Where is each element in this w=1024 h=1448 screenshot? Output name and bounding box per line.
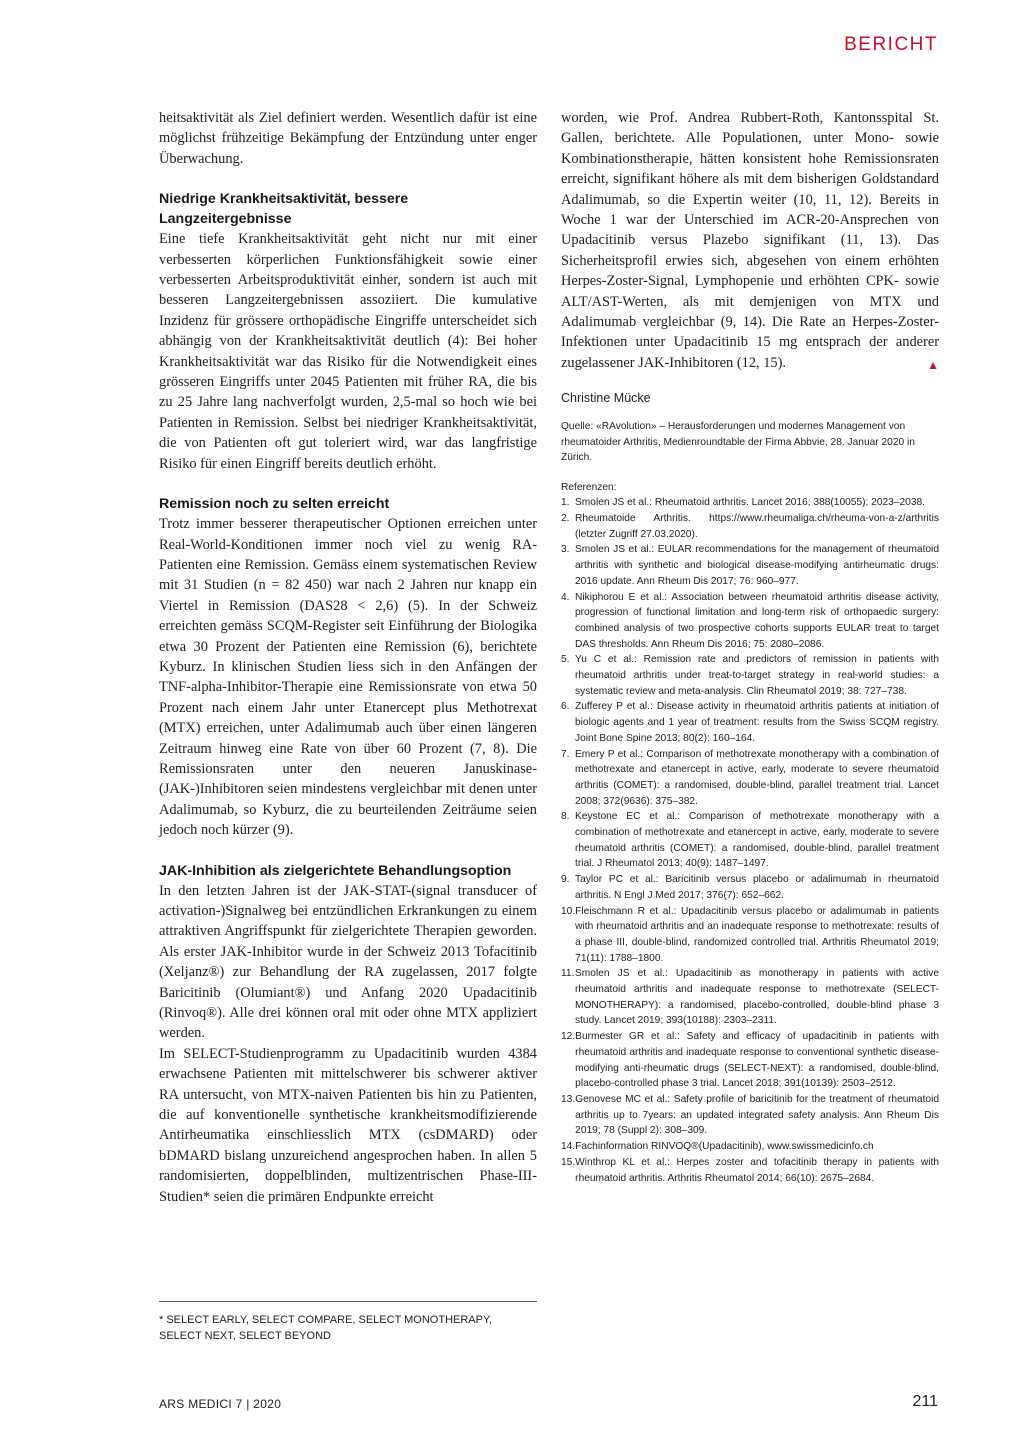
reference-text: Smolen JS et al.: Upadacitinib as monotherapy in patients with active rheumatoid arthritis and inadequate response to methotrexate (SELECT-MONOTHERAPY): a randomised, placebo-controlled, double-blind phase 3 study. Lancet 2019; 393(10188): 2303–2311. [575, 968, 939, 1027]
reference-text: Taylor PC et al.: Baricitinib versus placebo or adalimumab in rheumatoid arthritis. N Engl J Med 2017; 376(7): 652–662. [575, 874, 939, 901]
reference-number: 15. [561, 1156, 576, 1168]
footnote: * SELECT EARLY, SELECT COMPARE, SELECT MONOTHERAPY, SELECT NEXT, SELECT BEYOND [159, 1314, 492, 1342]
author: Christine Mücke [561, 391, 651, 406]
reference-text: Keystone EC et al.: Comparison of methotrexate monotherapy with a combination of methotrexate and etanercept in active, early, moderate to severe rheumatoid arthritis (COMET): a randomised, double-blind, parallel treatment trial. J Rheumatol 2013; 40(9): 1487–1497. [575, 811, 939, 870]
reference-number: 3. [561, 544, 570, 556]
reference-item [561, 495, 939, 511]
reference-item [561, 809, 939, 872]
paragraph: heitsaktivität als Ziel definiert werden. Wesentlich dafür ist eine möglichst frühzeitige Bekämpfung der Entzündung unter enger Überwachung. [159, 110, 537, 167]
reference-text: Smolen JS et al.: Rheumatoid arthritis. Lancet 2016; 388(10055): 2023–2038. [575, 497, 925, 509]
reference-number: 9. [561, 874, 570, 886]
journal-issue: ARS MEDICI 7 | 2020 [159, 1397, 282, 1411]
reference-number: 4. [561, 591, 570, 603]
subheading: JAK-Inhibition als zielgerichtete Behandlungsoption [159, 862, 512, 879]
reference-number: 8. [561, 811, 570, 823]
reference-number: 7. [561, 748, 570, 760]
reference-item [561, 1155, 939, 1186]
subheading: Remission noch zu selten erreicht [159, 496, 390, 513]
paragraph: Eine tiefe Krankheitsaktivität geht nicht nur mit einer verbesserten körperlichen Funktionsfähigkeit sowie einer verbesserten Arbeitsproduktivität einher, sondern ist auch mit besseren Langzeitergebnissen assoziiert. Die kumulative Inzidenz für grössere orthopädische Eingriffe unterscheidet sich abhängig von der Krankheitsaktivität deutlich (4): Bei hoher Krankheitsaktivität war das Risiko für die Notwendigkeit eines grösseren Eingriffs unter 2045 Patienten mit früher RA, die bis zu 25 Jahre lang nachverfolgt wurden, 2,5-mal so hoch wie bei Patienten in Remission. Selbst bei niedriger Krankheitsaktivität, die von Patienten oft gut toleriert wird, war das langfristige Risiko für einen Eingriff bereits deutlich erhöht. [159, 231, 537, 472]
reference-number: 2. [561, 512, 570, 524]
reference-number: 13. [561, 1094, 576, 1105]
reference-item [561, 590, 939, 653]
reference-text: Emery P et al.: Comparison of methotrexate monotherapy with a combination of methotrexate and etanercept in active, early, moderate to severe rheumatoid arthritis (COMET): a randomised, double-blind, parallel treatment trial. Lancet 2008; 372(9636): 375–382. [575, 748, 939, 807]
reference-item [561, 511, 939, 542]
page-number: 211 [912, 1393, 938, 1410]
reference-number: 14. [561, 1141, 576, 1153]
footnote-divider [159, 1301, 537, 1302]
paragraph [561, 108, 939, 373]
source-note: Quelle: «RAvolution» – Herausforderungen und modernes Management von rheumatoider Arthritis, Medienroundtable der Firma Abbvie, 28. Januar 2020 in Zürich. [561, 421, 915, 464]
reference-number: 10. [561, 905, 576, 917]
reference-item [561, 1029, 939, 1092]
reference-number: 1. [561, 497, 570, 509]
reference-text: Winthrop KL et al.: Herpes zoster and tofacitinib therapy in patients with rheumatoid arthritis. Arthritis Rheumatol 2014; 66(10): 2675–2684. [575, 1156, 939, 1184]
reference-text: Nikiphorou E et al.: Association between rheumatoid arthritis disease activity, progression of functional limitation and long-term risk of orthopaedic surgery: combined analysis of two prospective cohorts supports EULAR treat to target DAS thresholds. Ann Rheum Dis 2016; 75: 2080–2086. [575, 591, 939, 650]
subheading: Niedrige Krankheitsaktivität, bessere Langzeitergebnisse [159, 191, 409, 228]
reference-text: Fachinformation RINVOQ®(Upadacitinib), www.swissmedicinfo.ch [575, 1141, 874, 1153]
reference-item [561, 747, 939, 810]
reference-number: 5. [561, 654, 570, 666]
reference-item [561, 904, 939, 967]
reference-text: Zufferey P et al.: Disease activity in rheumatoid arthritis patients at initiation of biologic agents and 1 year of treatment: results from the Swiss SCQM registry. Joint Bone Spine 2013; 80(2): 160–164. [575, 701, 939, 744]
references-title: Referenzen: [561, 481, 617, 493]
reference-text: Rheumatoide Arthritis. https://www.rheumaliga.ch/rheuma-von-a-z/arthritis (letzter Zugriff 27.03.2020). [575, 512, 939, 540]
reference-item [561, 1139, 939, 1155]
reference-number: 12. [561, 1031, 576, 1043]
reference-text: Smolen JS et al.: EULAR recommendations for the management of rheumatoid arthritis with synthetic and biological disease-modifying antirheumatic drugs: 2016 update. Ann Rheum Dis 2017; 76: 960–977. [575, 544, 939, 587]
reference-number: 11. [561, 968, 575, 980]
right-column [561, 108, 939, 1186]
reference-item [561, 652, 939, 699]
reference-item [561, 699, 939, 746]
reference-number: 6. [561, 701, 570, 713]
reference-item [561, 1092, 939, 1139]
section-label: BERICHT [844, 34, 938, 55]
reference-item [561, 872, 939, 903]
reference-text: Burmester GR et al.: Safety and efficacy of upadacitinib in patients with rheumatoid arthritis and inadequate response to conventional synthetic disease-modifying anti-rheumatic drugs (SELECT-NEXT): a randomised, double-blind, placebo-controlled phase 3 trial. Lancet 2018; 391(10139): 2503–2512. [575, 1031, 939, 1090]
reference-text: Fleischmann R et al.: Upadacitinib versus placebo or adalimumab in patients with rheumatoid arthritis and an inadequate response to methotrexate: results of a phase III, double-blind, randomized controlled trial. Arthritis Rheumatol 2019; 71(11): 1788–1800. [575, 905, 939, 964]
article-end-mark-icon: ▲ [927, 357, 939, 372]
paragraph: Trotz immer besserer therapeutischer Optionen erreichen unter Real-World-Konditionen immer noch viel zu wenig RA-Patienten eine Remission. Gemäss einem systematischen Review mit 31 Studien (n = 82 450) war nach 2 Jahren nur knapp ein Viertel in Remission (DAS28 < 2,6) (5). In der Schweiz erreichten gemäss SCQM-Register seit Einführung der Biologika etwa 30 Prozent der Patienten eine Remission (6), berichtete Kyburz. In klinischen Studien liess sich in den Anfängen der TNF-alpha-Inhibitor-Therapie eine Remissionsrate von etwa 50 Prozent nach einem Jahr unter Etanercept plus Methotrexat (MTX) erreichen, unter Adalimumab auch über einen längeren Zeitraum hinweg eine Rate von über 60 Prozent (7, 8). Die Remissionsraten unter den neueren Januskinase-(JAK-)Inhibitoren seien mindestens vergleichbar mit denen unter Adalimumab, so Kyburz, die zu beurteilenden Zeiträume seien jedoch noch kürzer (9). [159, 516, 537, 839]
paragraph: Im SELECT-Studienprogramm zu Upadacitinib wurden 4384 erwachsene Patienten mit mittelschwerer bis schwerer aktiver RA untersucht, von MTX-naiven Patienten bis hin zu Patienten, die auf konventionelle synthetische krankheitsmodifizierende Antirheumatika einschliesslich MTX (csDMARD) oder bDMARD bislang unzureichend angesprochen haben. In allen 5 randomisierten, doppelblinden, multizentrischen Phase-III-Studien* seien die primären Endpunkte erreicht [159, 1045, 537, 1205]
reference-item [561, 542, 939, 589]
left-column [159, 108, 537, 1207]
references-list [561, 495, 939, 1186]
reference-item [561, 966, 939, 1029]
reference-text: Yu C et al.: Remission rate and predictors of remission in patients with rheumatoid arthritis under treat-to-target strategy in real-world studies: a systematic review and meta-analysis. Clin Rheumatol 2019; 38: 727–738. [575, 654, 939, 697]
reference-text: Genovese MC et al.: Safety profile of baricitinib for the treatment of rheumatoid arthritis up to 7years: an updated integrated safety analysis. Ann Rheum Dis 2019; 78 (Suppl 2): 308–309. [575, 1094, 939, 1137]
paragraph: In den letzten Jahren ist der JAK-STAT-(signal transducer of activation-)Signalweg bei entzündlichen Erkrankungen zu einem attraktiven Angriffspunkt für zielgerichtete Therapien geworden. Als erster JAK-Inhibitor wurde in der Schweiz 2013 Tofacitinib (Xeljanz®) zur Behandlung der RA zugelassen, 2017 folgte Baricitinib (Olumiant®) und Anfang 2020 Upadacitinib (Rinvoq®). Alle drei können oral mit oder ohne MTX appliziert werden. [159, 882, 537, 1042]
paragraph-text: worden, wie Prof. Andrea Rubbert-Roth, Kantonsspital St. Gallen, berichtete. Alle Populationen, unter Mono- sowie Kombinationstherapie, hätten konsistent hohe Remissionsraten erreicht, signifikant höhere als mit dem bisherigen Goldstandard Adalimumab, so die Expertin weiter (10, 11, 12). Bereits in Woche 1 war der Unterschied im ACR-20-Ansprechen von Upadacitinib versus Plazebo signifikant (11, 13). Das Sicherheitsprofil erwies sich, abgesehen von einem erhöhten Herpes-Zoster-Signal, Lymphopenie und erhöhten CPK- sowie ALT/AST-Werten, als mit demjenigen von MTX und Adalimumab vergleichbar (9, 14). Die Rate an Herpes-Zoster-Infektionen unter Upadacitinib 15 mg entsprach der anderer zugelassener JAK-Inhibitoren (12, 15). [561, 110, 939, 371]
